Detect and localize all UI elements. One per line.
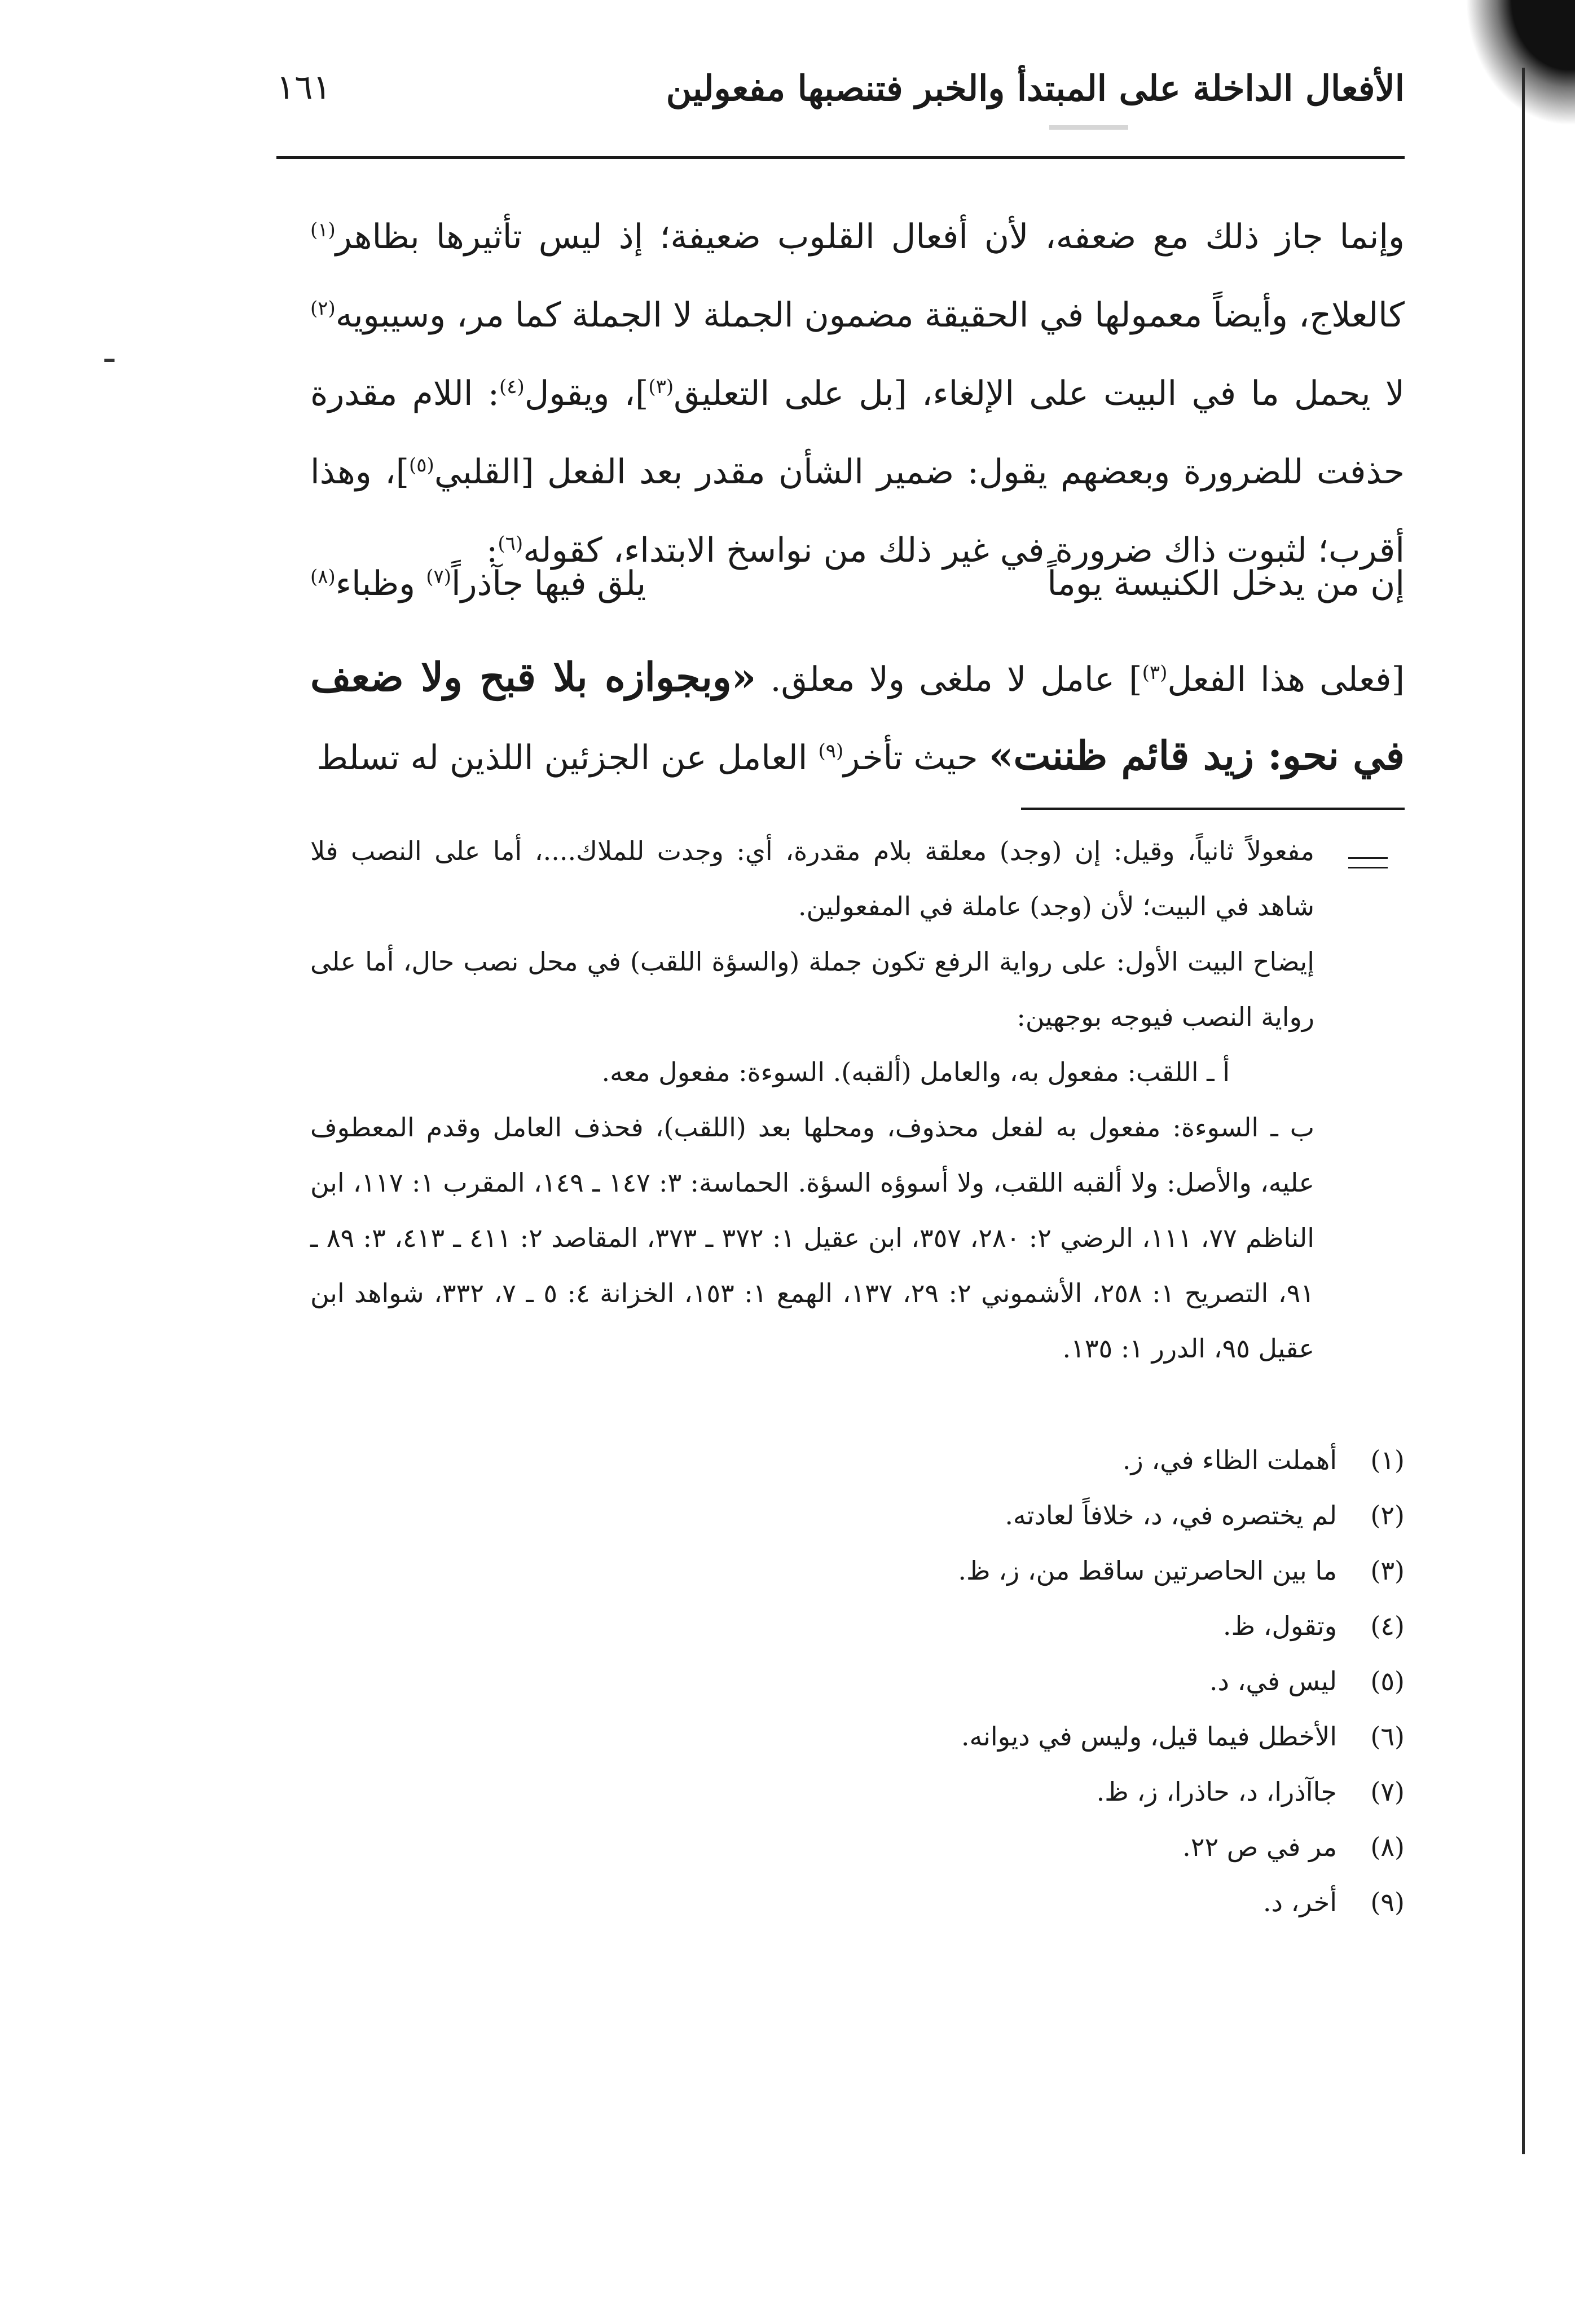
text-run: : [486,531,498,570]
footnote-ref: (٨) [310,566,336,588]
header-rule [276,156,1405,159]
text-run: كالعلاج، وأيضاً معمولها في الحقيقة مضمون الجملة لا الجملة كما مر، وسيبويه [335,296,1405,335]
text-run: ]، ويقول [524,374,649,413]
text-run: حيث تأخر [843,738,989,778]
continuation-mark [1348,857,1388,868]
footnote-continuation [310,823,1314,1376]
footnote-ref: (٦) [498,532,523,555]
verse-hemistich-1: إن من يدخل الكنيسة يوماً [1047,564,1405,603]
footnote-separator [1021,808,1405,810]
footnote-ref: (٥) [409,454,434,477]
text-run: العامل عن الجزئين اللذين له تسلط [316,738,819,778]
footnote-number: (٦) [1370,1721,1405,1752]
footnote-text: ليس في، د. [1209,1666,1337,1696]
main-paragraph [310,195,1405,586]
footnote-item [310,1875,1405,1930]
footnote-cont-line: ب ـ السوءة: مفعول به لفعل محذوف، ومحلها بعد (اللقب)، فحذف العامل وقدم المعطوف عليه، والأصل: ولا ألقبه اللقب، ولا أسوؤه السؤة. الحماسة: ٣: ١٤٧ ـ ١٤٩، المقرب ١: ١١٧، ابن الناظم ٧٧، ١١١، الرضي ٢: ٢٨٠، ٣٥٧، ابن عقيل ١: ٣٧٢ ـ ٣٧٣، المقاصد ٢: ٤١١ ـ ٤١٣، ٣: ٨٩ ـ ٩١، التصريح ١: ٢٥٨، الأشموني ٢: ٢٩، ١٣٧، الهمع ١: ١٥٣، الخزانة ٤: ٥ ـ ٧، ٣٣٢، شواهد ابن عقيل ٩٥، الدرر ١: ١٣٥. [310,1112,1315,1364]
footnote-cont-line: أ ـ اللقب: مفعول به، والعامل (ألقبه). السوءة: مفعول معه. [601,1057,1230,1087]
footnotes-list [310,1432,1405,1930]
footnote-number: (٣) [1370,1555,1405,1586]
footnote-number: (٢) [1370,1500,1405,1531]
footnote-cont-line: مفعولاً ثانياً، وقيل: إن (وجد) معلقة بلام مقدرة، أي: وجدت للملاك....، أما على النصب فلا شاهد في البيت؛ لأن (وجد) عاملة في المفعولين. [310,836,1314,921]
text-run: وإنما جاز ذلك مع ضعفه، لأن أفعال القلوب ضعيفة؛ إذ ليس تأثيرها بظاهر [335,217,1405,257]
page-header [276,68,1405,130]
stray-mark [104,359,115,362]
footnote-ref: (٤) [499,376,525,398]
footnote-ref: (١) [310,219,336,241]
scan-edge-line [1522,68,1525,2154]
footnote-item [310,1543,1405,1598]
footnote-number: (٤) [1370,1611,1405,1641]
footnote-text: لم يختصره في، د، خلافاً لعادته. [1005,1500,1337,1531]
footnote-ref: (٣) [1142,662,1168,684]
footnote-text: الأخطل فيما قيل، وليس في ديوانه. [961,1721,1337,1752]
footnote-item [310,1819,1405,1875]
footnote-text: مر في ص ٢٢. [1182,1832,1337,1862]
footnote-ref: (٧) [426,566,451,588]
text-run: وظباء [335,564,426,603]
page-number: ١٦١ [276,68,331,107]
footnote-ref: (٢) [310,297,336,320]
text-run: ]، وهذا أقرب؛ لثبوت ذاك ضرورة في غير ذلك من نواسخ الابتداء، كقوله [310,452,1405,570]
footnote-ref: (٣) [648,376,674,398]
paragraph-2 [310,637,1405,794]
footnote-text: أخر، د. [1262,1887,1337,1917]
footnote-ref: (٩) [818,740,844,762]
footnote-text: وتقول، ظ. [1222,1611,1337,1641]
bold-matn-text: «وبجوازه بلا قبح ولا ضعف في نحو: زيد قائم ظننت» [310,654,1405,779]
footnote-number: (٥) [1370,1666,1405,1696]
text-run: : اللام مقدرة حذفت للضرورة وبعضهم يقول: ضمير الشأن مقدر بعد الفعل [القلبي [310,374,1405,492]
footnote-cont-line: إيضاح البيت الأول: على رواية الرفع تكون جملة (والسؤة اللقب) في محل نصب حال، أما على رواية النصب فيوجه بوجهين: [310,946,1314,1032]
paragraph-1 [310,195,1405,586]
text-run: [فعلى هذا الفعل [1167,660,1405,699]
poetry-verse [310,564,1405,637]
footnote-text: جاآذرا، د، حاذرا، ز، ظ. [1096,1776,1337,1807]
footnote-text: أهملت الظاء في، ز. [1122,1445,1337,1475]
footnote-number: (١) [1370,1445,1405,1475]
footnote-item [310,1653,1405,1709]
footnote-item [310,1488,1405,1543]
footnote-number: (٨) [1370,1832,1405,1862]
scan-shadow [1462,0,1575,130]
text-run: يلق فيها جآذراً [451,564,646,603]
running-title: الأفعال الداخلة على المبتدأ والخبر فتنصبها مفعولين [666,68,1405,109]
footnote-number: (٩) [1370,1887,1405,1917]
main-paragraph-2 [310,637,1405,794]
footnote-number: (٧) [1370,1776,1405,1807]
footnote-item [310,1432,1405,1488]
footnote-item [310,1598,1405,1653]
text-run: ] عامل لا ملغى ولا معلق. [756,660,1142,699]
footnote-item [310,1709,1405,1764]
footnote-text: ما بين الحاصرتين ساقط من، ز، ظ. [958,1555,1337,1586]
text-run: لا يحمل ما في البيت على الإلغاء، [بل على التعليق [674,374,1405,413]
verse-hemistich-2 [310,564,646,603]
footnote-item [310,1764,1405,1819]
